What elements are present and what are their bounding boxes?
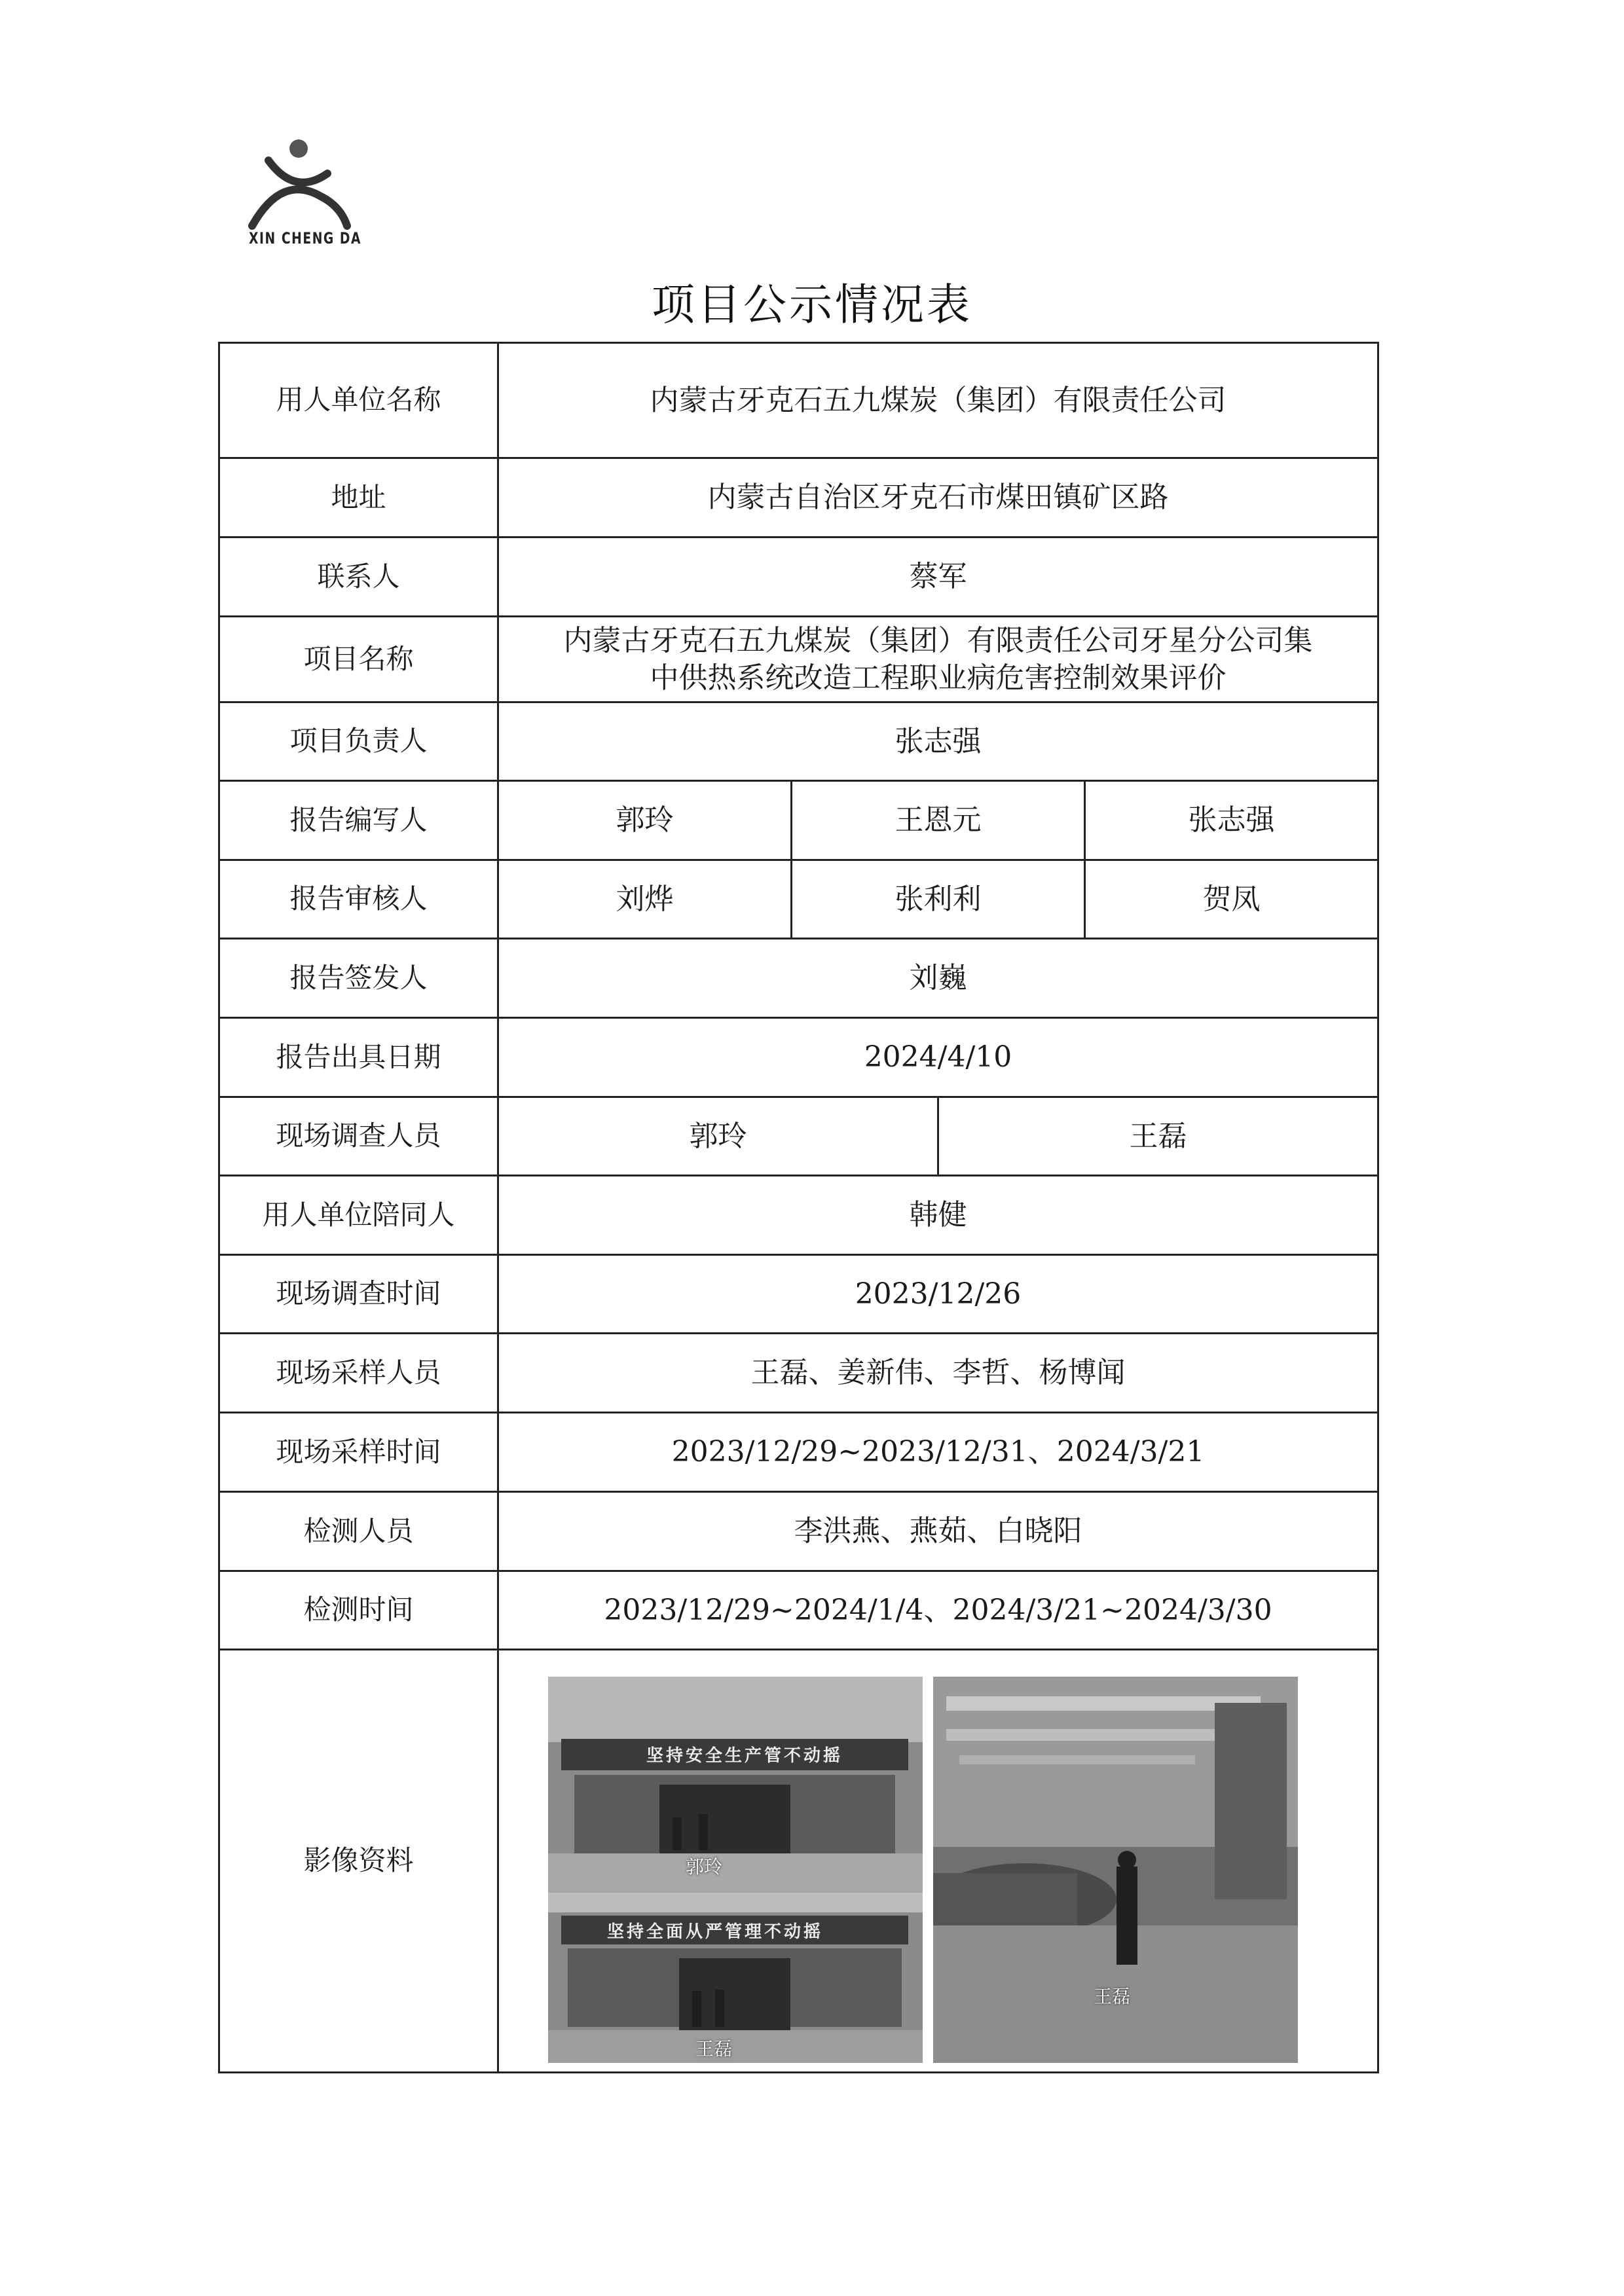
project-lead-value: 张志强	[498, 702, 1378, 781]
testing-time-value: 2023/12/29~2024/1/4、2024/3/21~2024/3/30	[498, 1571, 1378, 1650]
writers-label: 报告编写人	[219, 781, 498, 860]
writer-3: 张志强	[1085, 781, 1378, 860]
survey-time-value: 2023/12/26	[498, 1255, 1378, 1334]
issue-date-label: 报告出具日期	[219, 1018, 498, 1097]
row-project-lead	[219, 702, 1378, 781]
writer-1: 郭玲	[498, 781, 792, 860]
survey-staff-label: 现场调查人员	[219, 1097, 498, 1176]
address-value: 内蒙古自治区牙克石市煤田镇矿区路	[498, 458, 1378, 538]
row-issue-date	[219, 1018, 1378, 1097]
row-survey-staff	[219, 1097, 1378, 1176]
row-testers	[219, 1492, 1378, 1571]
row-sampling-staff	[219, 1334, 1378, 1413]
survey-staff-1: 郭玲	[498, 1097, 938, 1176]
row-images	[219, 1650, 1378, 2073]
photo-caption-bottom: 王磊	[695, 2037, 733, 2060]
sampling-time-value: 2023/12/29~2023/12/31、2024/3/21	[498, 1413, 1378, 1492]
reviewer-2: 张利利	[792, 860, 1085, 939]
project-name-line2: 中供热系统改造工程职业病危害控制效果评价	[650, 661, 1227, 695]
row-survey-time	[219, 1255, 1378, 1334]
survey-time-label: 现场调查时间	[219, 1255, 498, 1334]
banner-top: 坚持安全生产管不动摇	[646, 1745, 843, 1766]
logo-text: XIN CHENG DA	[249, 229, 362, 247]
issue-date-value: 2024/4/10	[498, 1018, 1378, 1097]
project-name-line1: 内蒙古牙克石五九煤炭（集团）有限责任公司牙星分公司集	[563, 623, 1313, 657]
address-label: 地址	[219, 458, 498, 538]
row-escort	[219, 1176, 1378, 1255]
banner-bottom: 坚持全面从严管理不动摇	[607, 1922, 824, 1942]
images-cell	[498, 1650, 1378, 2073]
row-sampling-time	[219, 1413, 1378, 1492]
project-name-value	[498, 617, 1378, 702]
survey-staff-2: 王磊	[938, 1097, 1378, 1176]
project-lead-label: 项目负责人	[219, 702, 498, 781]
escort-value: 韩健	[498, 1176, 1378, 1255]
row-contact	[219, 538, 1378, 617]
reviewer-1: 刘烨	[498, 860, 792, 939]
site-photo-boiler-room	[933, 1677, 1298, 2063]
row-issuer	[219, 939, 1378, 1018]
sampling-staff-label: 现场采样人员	[219, 1334, 498, 1413]
photo-caption-top: 郭玲	[686, 1855, 723, 1878]
employer-value: 内蒙古牙克石五九煤炭（集团）有限责任公司	[498, 343, 1378, 458]
writer-2: 王恩元	[792, 781, 1085, 860]
row-employer	[219, 343, 1378, 458]
contact-value: 蔡军	[498, 538, 1378, 617]
images-label: 影像资料	[219, 1650, 498, 2073]
issuer-label: 报告签发人	[219, 939, 498, 1018]
sampling-time-label: 现场采样时间	[219, 1413, 498, 1492]
row-address	[219, 458, 1378, 538]
site-photo-entrance	[548, 1677, 923, 2063]
issuer-value: 刘巍	[498, 939, 1378, 1018]
info-table	[218, 342, 1379, 2073]
employer-label: 用人单位名称	[219, 343, 498, 458]
testers-label: 检测人员	[219, 1492, 498, 1571]
sampling-staff-value: 王磊、姜新伟、李哲、杨博闻	[498, 1334, 1378, 1413]
escort-label: 用人单位陪同人	[219, 1176, 498, 1255]
row-reviewers	[219, 860, 1378, 939]
document-title: 项目公示情况表	[652, 280, 972, 330]
row-project-name	[219, 617, 1378, 702]
contact-label: 联系人	[219, 538, 498, 617]
photo-caption: 王磊	[1094, 1985, 1131, 2007]
testers-value: 李洪燕、燕茹、白晓阳	[498, 1492, 1378, 1571]
reviewer-3: 贺凤	[1085, 860, 1378, 939]
project-name-label: 项目名称	[219, 617, 498, 702]
row-writers	[219, 781, 1378, 860]
testing-time-label: 检测时间	[219, 1571, 498, 1650]
row-testing-time	[219, 1571, 1378, 1650]
reviewers-label: 报告审核人	[219, 860, 498, 939]
